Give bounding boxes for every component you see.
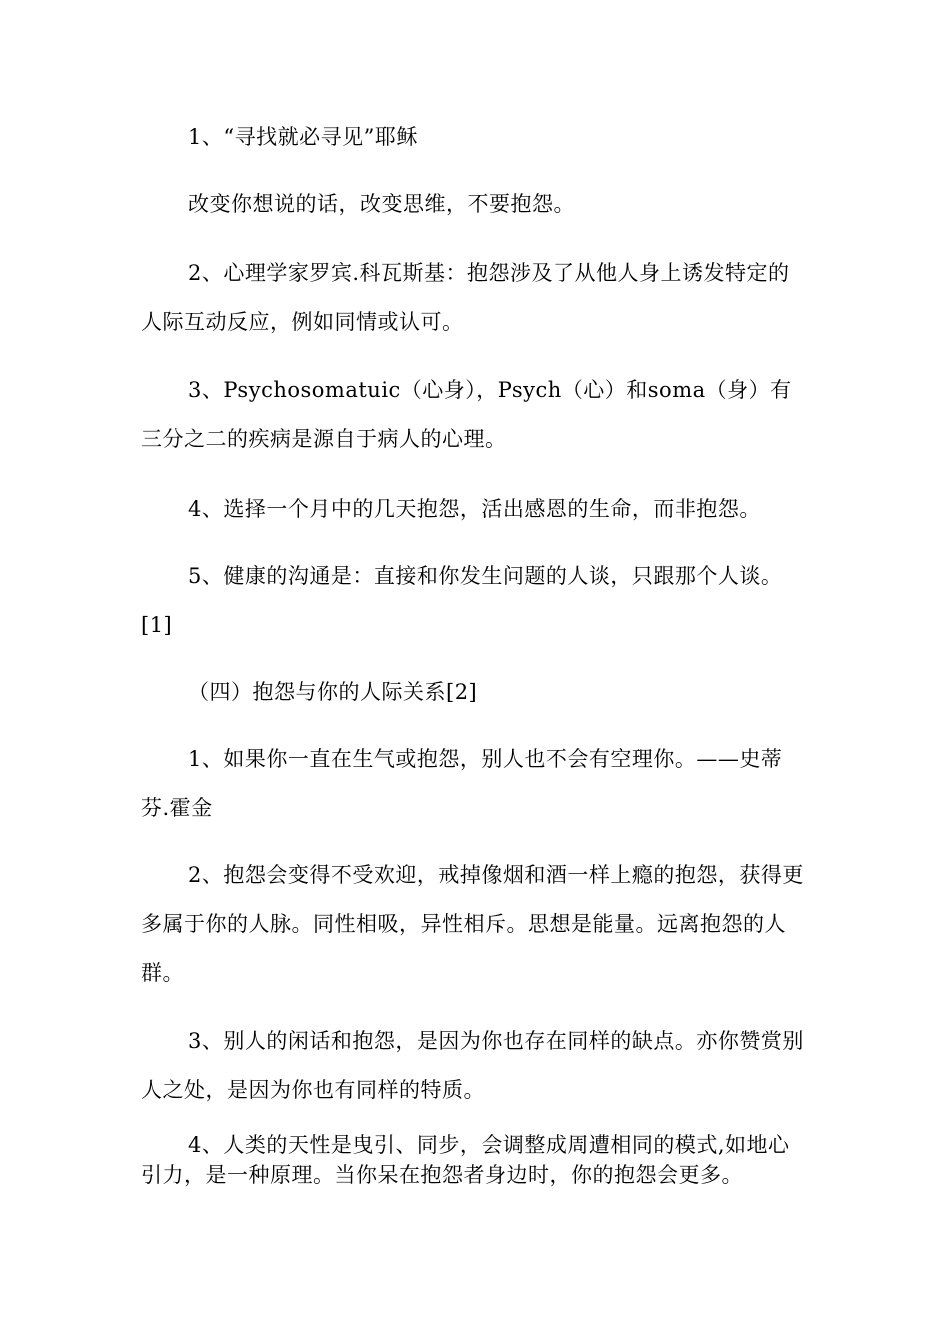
paragraph-2: 改变你想说的话，改变思维，不要抱怨。 [188, 192, 575, 216]
paragraph-8: 2、抱怨会变得不受欢迎，戒掉像烟和酒一样上瘾的抱怨，获得更多属于你的人脉。同性相吸，异性相斥。思想是能量。远离抱怨的人群。 [141, 863, 804, 985]
paragraph-1: 1、“寻找就必寻见”耶稣 [188, 125, 418, 149]
paragraph-4: 3、Psychosomatuic（心身），Psych（心）和soma（身）有三分之二的疾病是源自于病人的心理。 [141, 378, 792, 451]
paragraph-5: 4、选择一个月中的几天抱怨，活出感恩的生命，而非抱怨。 [188, 497, 761, 521]
paragraph-10: 4、人类的天性是曳引、同步，会调整成周遭相同的模式,如地心引力，是一种原理。当你呆在抱怨者身边时，你的抱怨会更多。 [141, 1133, 790, 1187]
section-heading: （四）抱怨与你的人际关系[2] [188, 680, 478, 704]
paragraph-9: 3、别人的闲话和抱怨，是因为你也存在同样的缺点。亦你赞赏别人之处，是因为你也有同样的特质。 [141, 1029, 804, 1102]
paragraph-6: 5、健康的沟通是：直接和你发生问题的人谈，只跟那个人谈。[1] [141, 564, 783, 637]
paragraph-3: 2、心理学家罗宾.科瓦斯基：抱怨涉及了从他人身上诱发特定的人际互动反应，例如同情或认可。 [141, 261, 790, 334]
paragraph-7: 1、如果你一直在生气或抱怨，别人也不会有空理你。——史蒂芬.霍金 [141, 747, 783, 820]
